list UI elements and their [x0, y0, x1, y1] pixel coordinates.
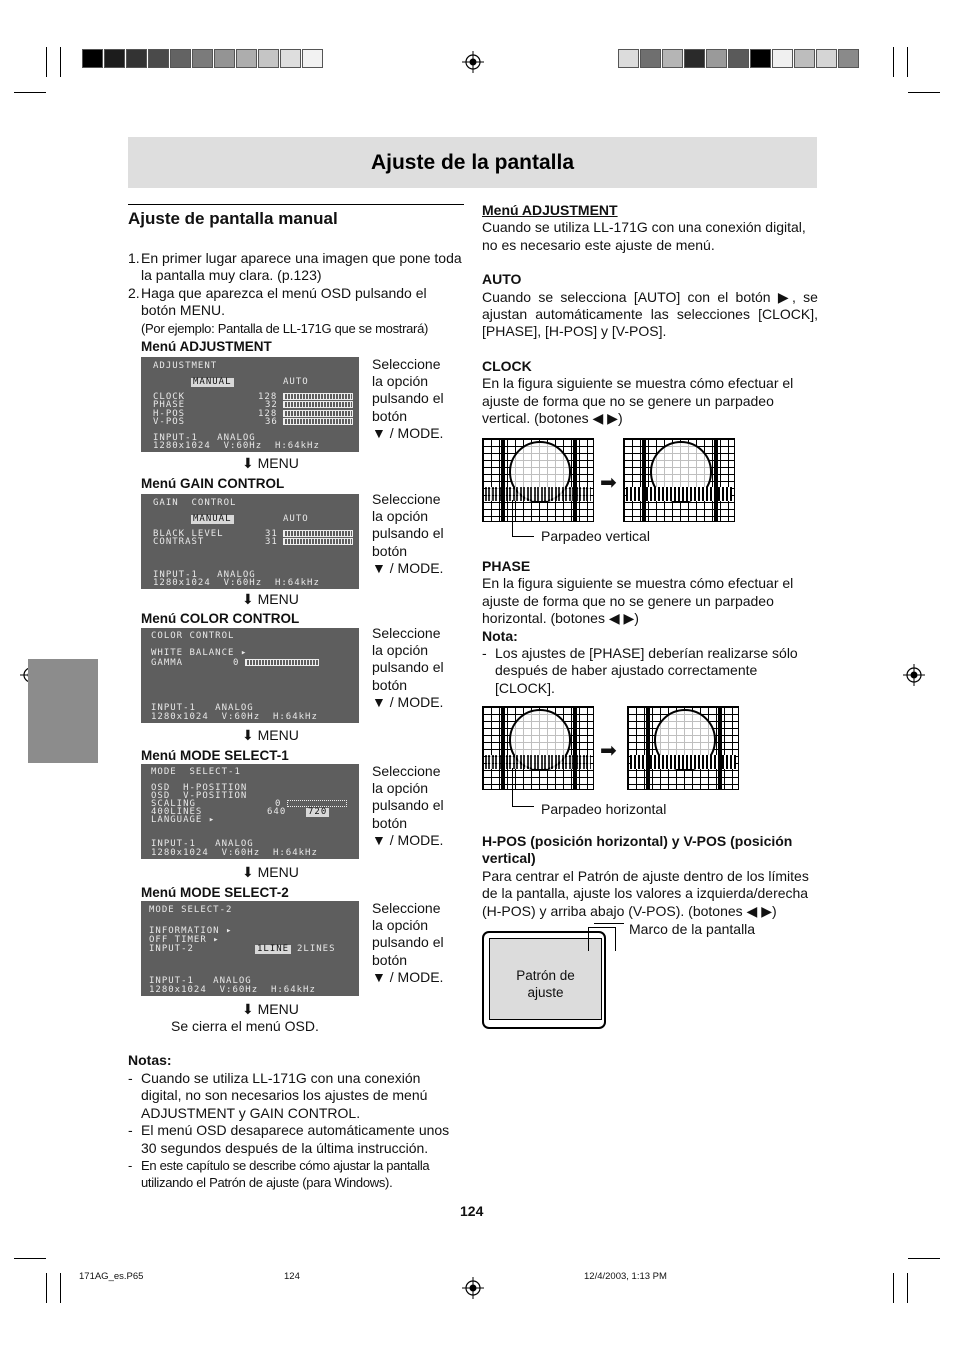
clock-before-image [482, 438, 594, 522]
osd-row-label: 400LINES [151, 807, 203, 817]
step-text: Haga que aparezca el menú OSD pulsando el botón MENU. [141, 284, 427, 319]
menu-step: ⬇ MENU [242, 591, 299, 607]
step-number: 1. [128, 250, 140, 266]
hpos-text: Para centrar el Patrón de ajuste dentro de los límites de la pantalla, ajuste los valores a izquierda/derecha (H-POS) y arriba abajo (V-POS). (botones ◀ ▶) [482, 867, 809, 919]
select-instruction: Seleccione la opción pulsando el botón ▼ / MODE. [372, 900, 444, 985]
osd-row-value: 128 [258, 409, 278, 419]
select-instruction: Seleccione la opción pulsando el botón ▼ / MODE. [372, 625, 444, 710]
step-text: En primer lugar aparece una imagen que pone toda la pantalla muy clara. (p.123) [141, 250, 462, 284]
osd-slider [283, 530, 353, 537]
osd-adjustment [141, 357, 359, 452]
osd-row-label: SCALING [151, 799, 196, 809]
osd-row-value: 36 [265, 417, 278, 427]
callout-line [512, 500, 513, 536]
menu-label: Menú MODE SELECT-2 [141, 885, 289, 900]
osd-row-label: H-POS [153, 409, 186, 419]
osd-footer: INPUT-1 ANALOG [153, 570, 256, 580]
left-right-buttons-icon: ◀ ▶ [592, 410, 618, 427]
osd-footer: INPUT-1 ANALOG [149, 976, 252, 986]
osd-row-value: 0 [275, 799, 282, 809]
osd-title: ADJUSTMENT [153, 361, 218, 371]
adjustment-pattern-box [489, 938, 602, 1020]
osd-title: GAIN CONTROL [153, 498, 237, 508]
callout-line [594, 923, 624, 924]
osd-slider [245, 659, 319, 666]
osd-row-label: BLACK LEVEL [153, 529, 224, 539]
down-arrow-icon: ⬇ [242, 591, 254, 607]
osd-mode-select-2 [141, 901, 359, 996]
down-triangle-icon: ▼ [372, 693, 386, 710]
osd-slider [287, 800, 347, 807]
select-instruction: Seleccione la opción pulsando el botón ▼ / MODE. [372, 356, 444, 441]
menu-step: ⬇ MENU [242, 864, 299, 880]
down-triangle-icon: ▼ [372, 968, 386, 985]
select-instruction: Seleccione la opción pulsando el botón ▼ / MODE. [372, 763, 444, 848]
step-item [128, 250, 464, 285]
osd-option: 2LINES [297, 944, 336, 954]
down-triangle-icon: ▼ [372, 831, 386, 848]
menu-label: Menú COLOR CONTROL [141, 611, 300, 626]
section-rule [128, 204, 464, 205]
down-arrow-icon: ⬇ [242, 727, 254, 743]
notes-list [128, 1070, 464, 1192]
adjustment-heading: Menú ADJUSTMENT [482, 202, 618, 218]
callout-line [588, 927, 616, 951]
osd-slider [283, 393, 353, 400]
registration-mark-icon [462, 51, 484, 73]
down-arrow-icon: ⬇ [242, 864, 254, 880]
phase-heading: PHASE [482, 558, 531, 574]
footer-date: 12/4/2003, 1:13 PM [584, 1271, 667, 1282]
osd-row-value: 31 [265, 529, 278, 539]
right-arrow-icon: ➡ [600, 740, 617, 762]
osd-title: MODE SELECT-2 [149, 905, 233, 915]
pattern-label: Patrón de ajuste [516, 968, 575, 1000]
clock-heading: CLOCK [482, 357, 532, 374]
osd-row-label: CLOCK [153, 392, 186, 402]
section-title: Ajuste de pantalla manual [128, 209, 338, 228]
registration-mark-icon [462, 1277, 484, 1299]
osd-row-label: WHITE BALANCE ▸ [151, 648, 248, 658]
phase-section [482, 558, 818, 697]
osd-footer: 1280x1024 V:60Hz H:64kHz [153, 441, 320, 451]
osd-gain-control [141, 494, 359, 589]
page-number: 124 [460, 1203, 484, 1219]
osd-title: COLOR CONTROL [151, 631, 235, 641]
osd-row-label: CONTRAST [153, 537, 205, 547]
auto-text: Cuando se selecciona [AUTO] con el botón ▶, se ajustan automáticamente las selecciones [CLOCK], [PHASE], [H-POS] y [V-POS]. [482, 288, 818, 340]
osd-row-label: INFORMATION ▸ [149, 926, 233, 936]
osd-option-selected: 1LINE [257, 944, 290, 954]
phase-after-image [627, 706, 739, 790]
adjustment-text: Cuando se utiliza LL-171G con una conexión digital, no es necesario este ajuste de menú. [482, 219, 806, 253]
menu-label: Menú GAIN CONTROL [141, 476, 285, 491]
down-triangle-icon: ▼ [372, 424, 386, 441]
callout-line [512, 806, 534, 807]
osd-row-label: GAMMA [151, 658, 184, 668]
osd-row-label: PHASE [153, 400, 186, 410]
osd-row-label: INPUT-2 [149, 944, 194, 954]
hpos-section [482, 833, 818, 920]
menu-step: ⬇ MENU [242, 727, 299, 743]
nota-item: - Los ajustes de [PHASE] deberían realizarse sólo después de haber ajustado correctamente [CLOCK]. [482, 645, 798, 696]
osd-footer: 1280x1024 V:60Hz H:64kHz [153, 578, 320, 588]
osd-slider [283, 538, 353, 545]
osd-footer: INPUT-1 ANALOG [151, 703, 254, 713]
callout-line [512, 536, 534, 537]
menu-step: ⬇ MENU [242, 455, 299, 471]
osd-title: MODE SELECT-1 [151, 767, 241, 777]
osd-row-label: OSD V-POSITION [151, 791, 248, 801]
osd-footer: INPUT-1 ANALOG [153, 433, 256, 443]
osd-footer: 1280x1024 V:60Hz H:64kHz [149, 985, 316, 995]
osd-option-selected: 720 [308, 807, 328, 817]
osd-color-control [141, 628, 359, 723]
osd-row-label: OSD H-POSITION [151, 783, 248, 793]
footer-filename: 171AG_es.P65 [79, 1271, 144, 1282]
footer-page: 124 [284, 1271, 300, 1282]
steps-list [128, 250, 464, 337]
step-item [128, 285, 464, 320]
osd-slider [283, 410, 353, 417]
down-triangle-icon: ▼ [372, 559, 386, 576]
callout-line [512, 768, 513, 806]
osd-row-value: 0 [233, 658, 240, 668]
menu-label: Menú ADJUSTMENT [141, 339, 272, 354]
osd-row-label: V-POS [153, 417, 186, 427]
left-right-buttons-icon: ◀ ▶ [608, 610, 635, 627]
osd-row-value: 31 [265, 537, 278, 547]
osd-closes-text: Se cierra el menú OSD. [171, 1018, 319, 1034]
phase-caption: Parpadeo horizontal [541, 801, 667, 817]
osd-footer: INPUT-1 ANALOG [151, 839, 254, 849]
menu-label: Menú MODE SELECT-1 [141, 748, 289, 763]
phase-text: En la figura siguiente se muestra cómo efectuar el ajuste de forma que no se genere un parpadeo horizontal. (botones ◀ ▶) [482, 575, 794, 627]
osd-slider [283, 418, 353, 425]
clock-after-image [623, 438, 735, 522]
osd-option: 640 [267, 807, 287, 817]
right-column [482, 202, 818, 427]
chapter-tab [28, 659, 98, 763]
frame-caption: Marco de la pantalla [629, 921, 756, 937]
osd-mode-auto: AUTO [283, 377, 309, 387]
osd-row-value: 128 [258, 392, 278, 402]
left-right-buttons-icon: ◀ ▶ [746, 902, 772, 919]
right-arrow-icon: ➡ [600, 472, 617, 494]
osd-footer: 1280x1024 V:60Hz H:64kHz [151, 848, 318, 858]
right-triangle-icon: ▶ [777, 288, 793, 305]
auto-heading: AUTO [482, 271, 522, 288]
osd-row-value: 32 [265, 400, 278, 410]
osd-row-label: LANGUAGE ▸ [151, 815, 216, 825]
select-instruction: Seleccione la opción pulsando el botón ▼ / MODE. [372, 491, 444, 576]
page-title: Ajuste de la pantalla [370, 151, 575, 174]
down-arrow-icon: ⬇ [242, 455, 254, 471]
osd-slider [283, 401, 353, 408]
registration-mark-icon [903, 664, 925, 686]
osd-footer: 1280x1024 V:60Hz H:64kHz [151, 712, 318, 722]
osd-mode-auto: AUTO [283, 514, 309, 524]
osd-mode-select-1 [141, 764, 359, 859]
osd-row-label: OFF TIMER ▸ [149, 935, 220, 945]
hpos-heading: H-POS (posición horizontal) y V-POS (posición vertical) [482, 833, 793, 867]
phase-before-image [482, 706, 594, 790]
step-number: 2. [128, 284, 140, 301]
menu-step: ⬇ MENU [242, 1001, 299, 1017]
note-item: - Cuando se utiliza LL-171G con una conexión digital, no son necesarios los ajustes de menú ADJUSTMENT y GAIN CONTROL. [128, 1070, 428, 1121]
example-note: (Por ejemplo: Pantalla de LL-171G que se mostrará) [141, 320, 429, 336]
osd-mode-manual: MANUAL [193, 514, 232, 524]
osd-mode-manual: MANUAL [193, 377, 232, 387]
title-band [128, 137, 817, 188]
note-item: - El menú OSD desaparece automáticamente unos 30 segundos después de la última instrucción. [128, 1122, 450, 1156]
nota-heading: Nota: [482, 627, 518, 644]
note-item: - En este capítulo se describe cómo ajustar la pantalla utilizando el Patrón de ajuste (para Windows). [128, 1158, 430, 1191]
notes-title: Notas: [128, 1052, 172, 1068]
clock-text: En la figura siguiente se muestra cómo efectuar el ajuste de forma que no se genere un parpadeo vertical. (botones ◀ ▶) [482, 375, 794, 427]
down-arrow-icon: ⬇ [242, 1001, 254, 1017]
clock-caption: Parpadeo vertical [541, 528, 650, 544]
